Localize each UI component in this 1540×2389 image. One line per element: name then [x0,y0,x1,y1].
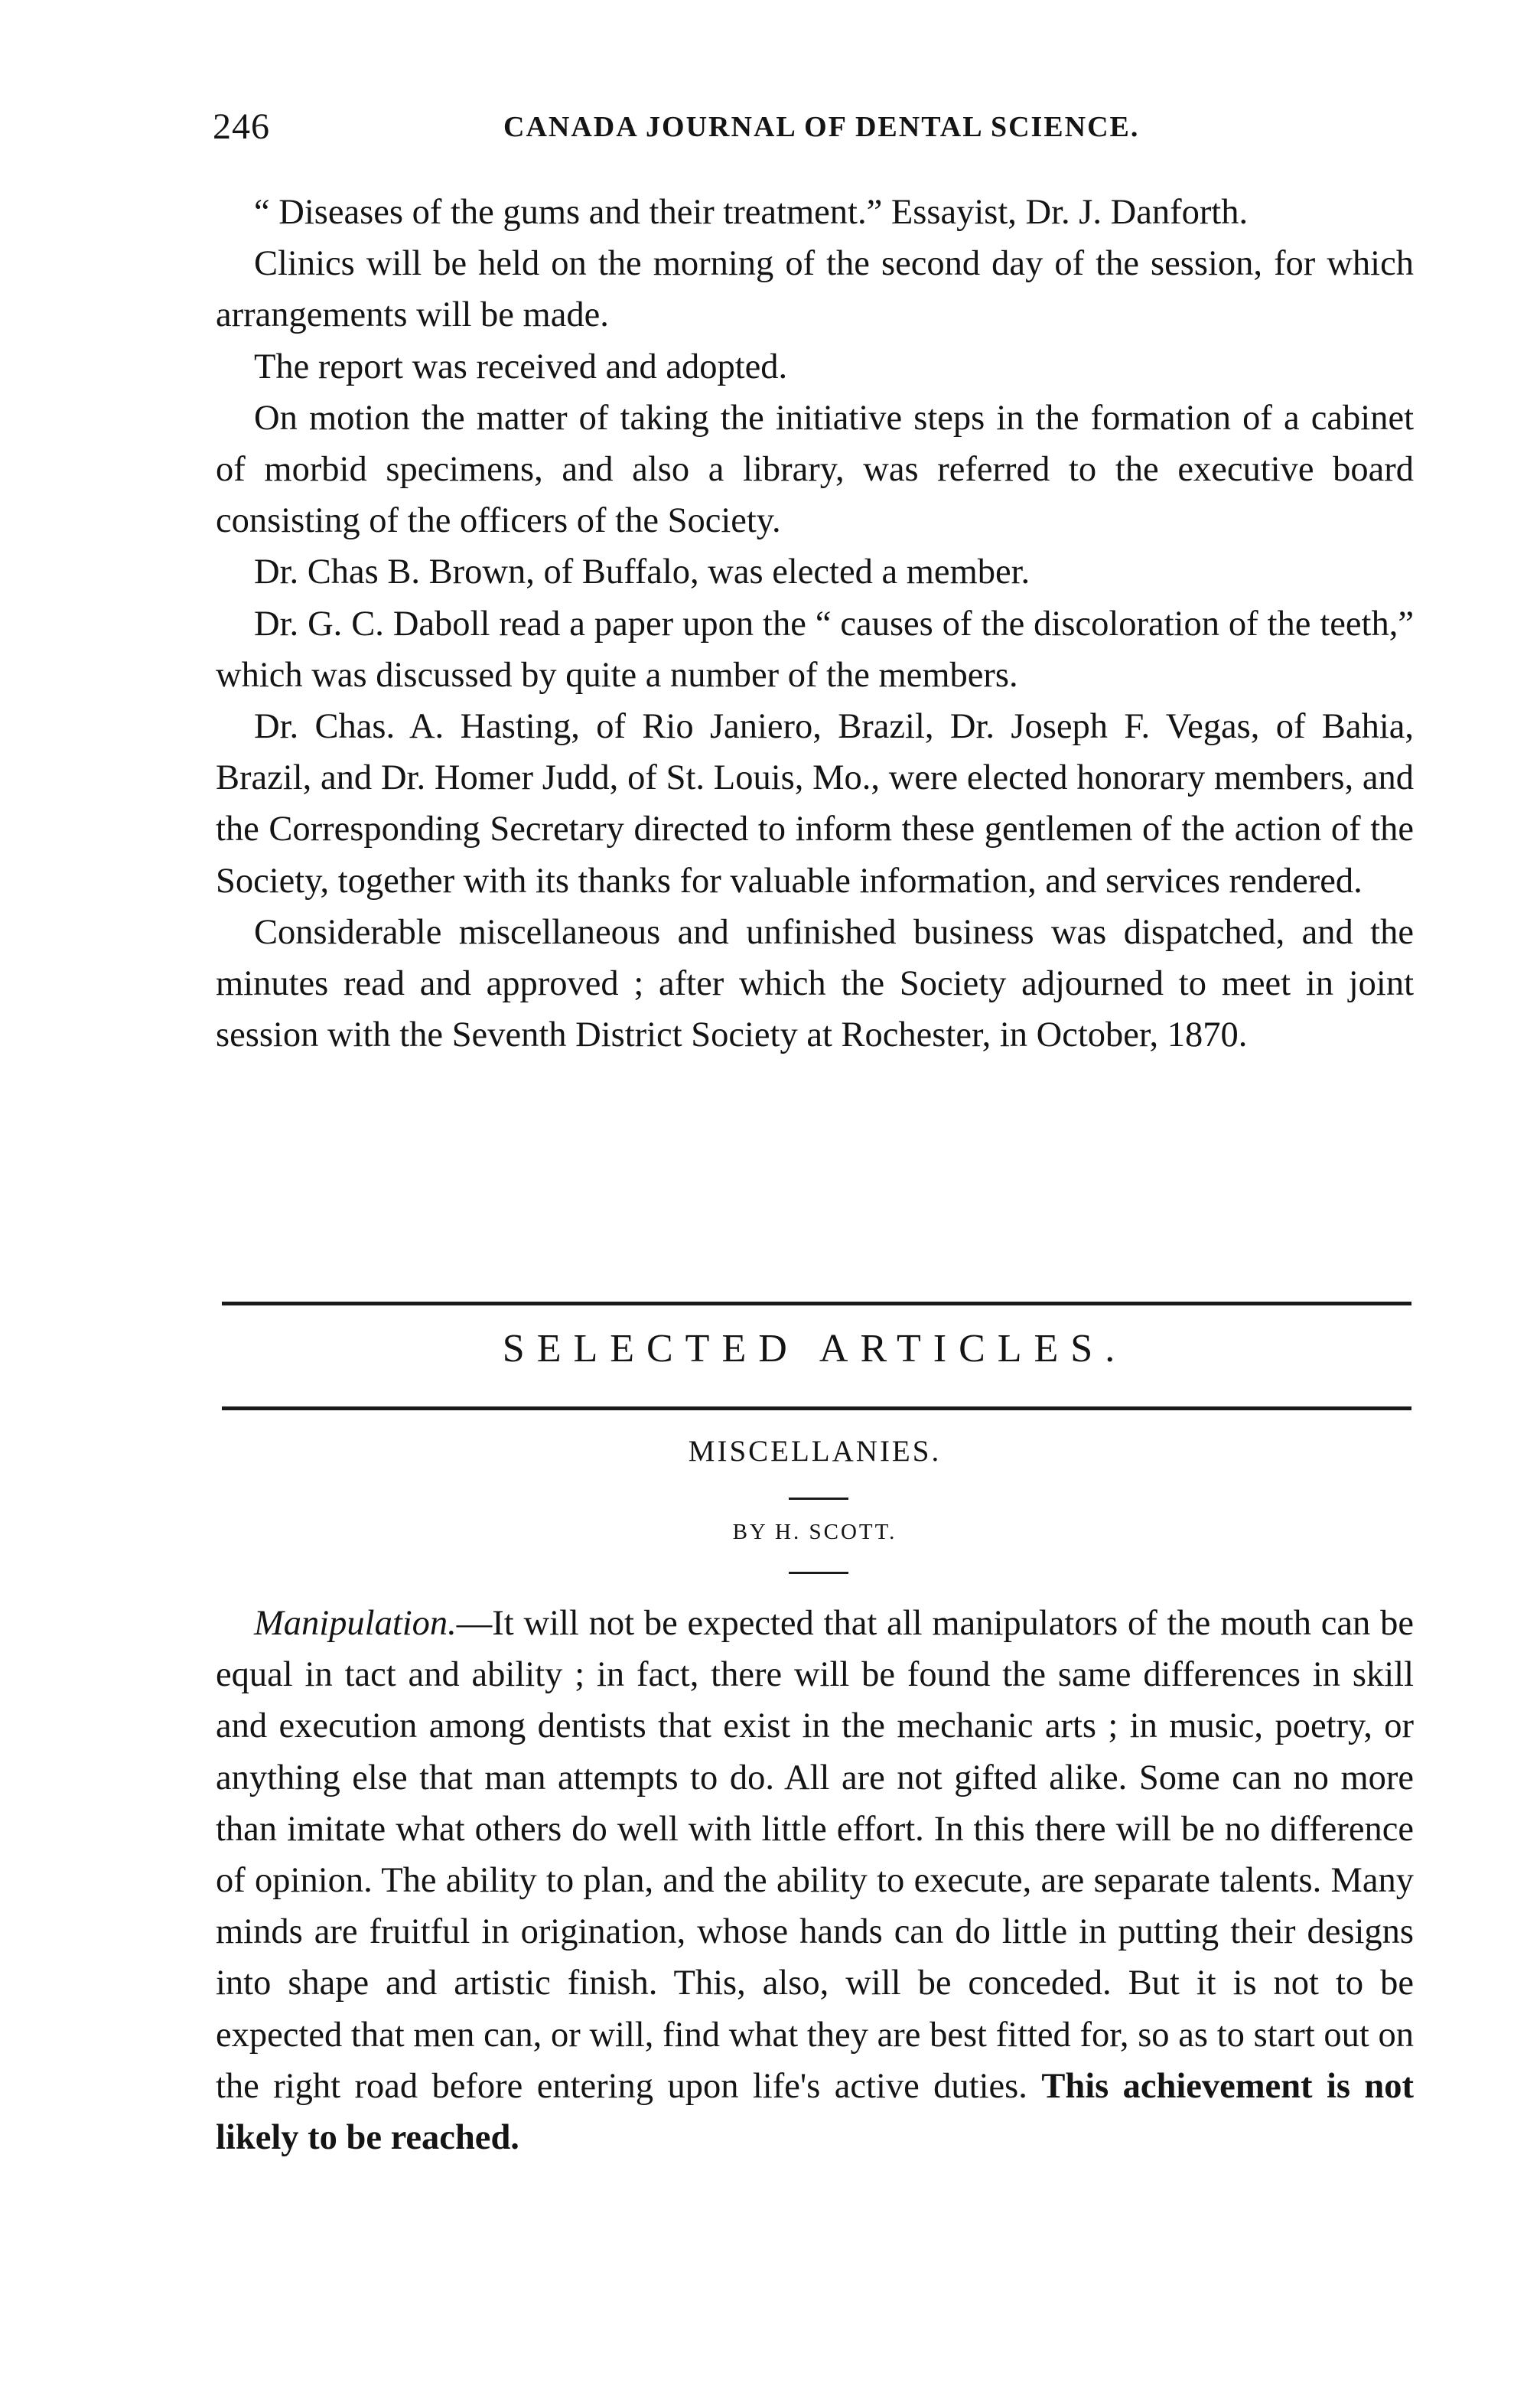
section-rule-bottom [222,1406,1411,1410]
article-byline: BY H. SCOTT. [732,1520,897,1544]
page-number: 246 [213,106,270,147]
minutes-paragraph-1: “ Diseases of the gums and their treatment.” Essayist, Dr. J. Danforth. [254,193,1249,232]
section-title: SELECTED ARTICLES. [502,1327,1128,1370]
running-head: CANADA JOURNAL OF DENTAL SCIENCE. [503,111,1140,143]
article-body [216,1598,1414,2163]
article-run-in-heading: Manipulation. [254,1604,457,1643]
minutes-paragraph-7: Dr. Chas. A. Hasting, of Rio Janiero, Brazil, Dr. Joseph F. Vegas, of Bahia, Brazil, and Dr. Homer Judd, of St. Louis, Mo., were elected honorary members, and the Corresponding Secretary directed to inform these gentlemen of the action of the Society, together with its thanks for valuable information, and services rendered. [216,707,1414,901]
page-header [213,106,1437,152]
title-divider [789,1498,848,1500]
section-rule-top [222,1302,1411,1305]
minutes-paragraph-8: Considerable miscellaneous and unfinished business was dispatched, and the minutes read and approved ; after which the Society adjourned to meet in joint session with the Seventh District Society at Rochester, in October, 1870. [216,912,1414,1055]
minutes-paragraph-4: On motion the matter of taking the initiative steps in the formation of a cabinet of morbid specimens, and also a library, was referred to the executive board consisting of the officers of the Society. [216,398,1414,541]
article-paragraph-text: —It will not be expected that all manipulators of the mouth can be equal in tact and ability ; in fact, there will be found the same differences in skill and execution among dentists that exist in the mechanic arts ; in music, poetry, or anything else that man attempts to do. All are not gifted alike. Some can no more than imitate what others do well with little effort. In this there will be no difference of opinion. The ability to plan, and the ability to execute, are separate talents. Many minds are fruitful in origination, whose hands can do little in putting their designs into shape and artistic finish. This, also, will be conceded. But it is not to be expected that men can, or will, find what they are best fitted for, so as to start out on the right road before entering upon life's active duties. [216,1604,1414,2106]
minutes-paragraph-3: The report was received and adopted. [254,347,788,386]
article-paragraph [216,1598,1414,2163]
minutes-paragraph-2: Clinics will be held on the morning of the second day of the session, for which arrangements will be made. [216,244,1414,335]
society-minutes [216,187,1414,1061]
minutes-paragraph-6: Dr. G. C. Daboll read a paper upon the “ causes of the discoloration of the teeth,” which was discussed by quite a number of the members. [216,604,1414,695]
article-final-sentence: This achievement is not likely to be reached. [216,2066,1415,2158]
byline-divider [789,1572,848,1574]
article-title: MISCELLANIES. [688,1435,942,1468]
minutes-paragraph-5: Dr. Chas B. Brown, of Buffalo, was elected a member. [254,552,1030,592]
